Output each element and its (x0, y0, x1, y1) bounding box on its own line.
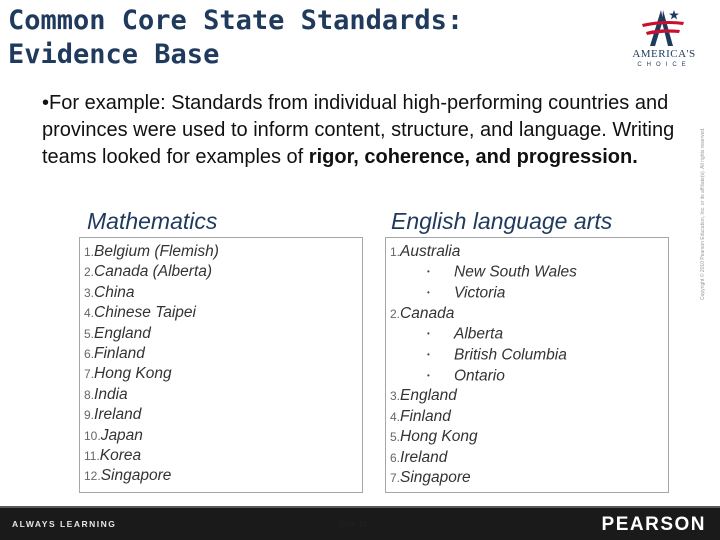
item-label: England (94, 324, 151, 342)
sub-bullet-icon: • (427, 349, 430, 359)
footer-tagline: ALWAYS LEARNING (12, 519, 117, 529)
sub-bullet-icon: • (427, 267, 430, 277)
item-label: Belgium (Flemish) (94, 243, 219, 260)
item-number: 12. (84, 469, 101, 484)
item-label: Ontario (454, 366, 505, 384)
item-label: Canada (400, 304, 455, 322)
item-label: New South Wales (454, 263, 577, 281)
item-number: 2. (390, 306, 401, 321)
item-number: 7. (84, 367, 95, 382)
ela-list-item (390, 427, 577, 447)
item-number: 4. (84, 306, 95, 321)
item-label: England (400, 387, 457, 405)
pearson-logo: PEARSON (601, 514, 706, 535)
item-number: 3. (390, 389, 401, 404)
item-number: 11. (84, 449, 100, 464)
item-number: 3. (84, 285, 95, 300)
ela-list-item (390, 386, 577, 406)
item-label: Japan (100, 426, 143, 444)
mathematics-list-item (84, 262, 219, 282)
item-number: 10. (84, 428, 101, 443)
item-number: 5. (390, 430, 401, 445)
sub-bullet-icon: • (427, 370, 430, 380)
star-a-logo-icon (640, 8, 686, 48)
item-label: Canada (Alberta) (94, 263, 213, 281)
item-label: Ireland (94, 406, 142, 424)
ela-list-item (390, 283, 577, 304)
item-number: 4. (390, 409, 401, 424)
ela-list-item (390, 448, 577, 468)
ela-list-item (390, 242, 577, 262)
item-label: Victoria (454, 284, 506, 302)
item-number: 7. (390, 470, 401, 485)
ela-heading: English language arts (391, 208, 613, 234)
intro-text: For example: Standards from individual high-performing countries and provinces were used to inform content, structure, and language. Writing teams looked for examples of (42, 92, 675, 168)
item-label: Hong Kong (400, 428, 478, 446)
logo-subtitle: CHOICE (637, 62, 691, 68)
item-label: Ireland (400, 448, 448, 466)
item-label: British Columbia (454, 346, 567, 364)
item-label: Alberta (454, 325, 504, 343)
item-label: Australia (400, 243, 461, 260)
title-line-2: Evidence Base (8, 39, 220, 70)
item-label: Hong Kong (94, 365, 172, 383)
item-label: Singapore (400, 468, 471, 486)
item-number: 5. (84, 326, 95, 341)
mathematics-list-item (84, 405, 219, 425)
item-label: India (94, 385, 128, 403)
mathematics-list-item (84, 303, 219, 323)
sub-bullet-icon: • (427, 288, 430, 298)
logo-name: AMERICA'S (632, 48, 696, 60)
item-number: 1. (390, 245, 401, 259)
item-number: 1. (84, 245, 95, 259)
ela-list-item (390, 324, 577, 345)
item-number: 6. (84, 347, 95, 362)
title-line-1: Common Core State Standards: (8, 5, 464, 36)
ela-list-item (390, 468, 577, 488)
intro-bullet: • (42, 92, 50, 114)
item-number: 9. (84, 408, 95, 423)
sub-bullet-icon: • (427, 329, 430, 339)
item-label: Korea (99, 447, 142, 465)
mathematics-list-item (84, 364, 219, 384)
item-label: Chinese Taipei (94, 304, 196, 322)
slide-number: Slide 10 (338, 520, 367, 529)
item-label: Singapore (100, 467, 172, 485)
ela-list-item (390, 366, 577, 387)
intro-emphasis: rigor, coherence, and progression. (308, 146, 638, 168)
mathematics-list-item (84, 446, 219, 466)
mathematics-list-item (84, 283, 219, 303)
slide-title (8, 4, 568, 72)
americas-choice-logo (622, 8, 706, 72)
mathematics-country-list (84, 242, 219, 487)
intro-paragraph (42, 90, 720, 171)
copyright-text: Copyright © 2010 Pearson Education, Inc. or its affiliate(s). All rights reserved. (700, 127, 706, 300)
item-label: Finland (400, 407, 451, 425)
ela-list-item (390, 262, 577, 283)
mathematics-heading: Mathematics (87, 208, 218, 234)
mathematics-list-item (84, 344, 219, 364)
mathematics-list-item (84, 385, 219, 405)
mathematics-list-item (84, 466, 219, 486)
item-label: Finland (94, 345, 145, 363)
ela-list-item (390, 304, 577, 324)
ela-list-item (390, 345, 577, 366)
item-number: 8. (84, 387, 95, 402)
ela-country-list (390, 242, 577, 488)
mathematics-list-item (84, 426, 219, 446)
item-number: 6. (390, 450, 401, 465)
mathematics-list-item (84, 324, 219, 344)
mathematics-list-item (84, 242, 219, 262)
ela-list-item (390, 407, 577, 427)
item-number: 2. (84, 265, 95, 280)
item-label: China (94, 283, 135, 301)
